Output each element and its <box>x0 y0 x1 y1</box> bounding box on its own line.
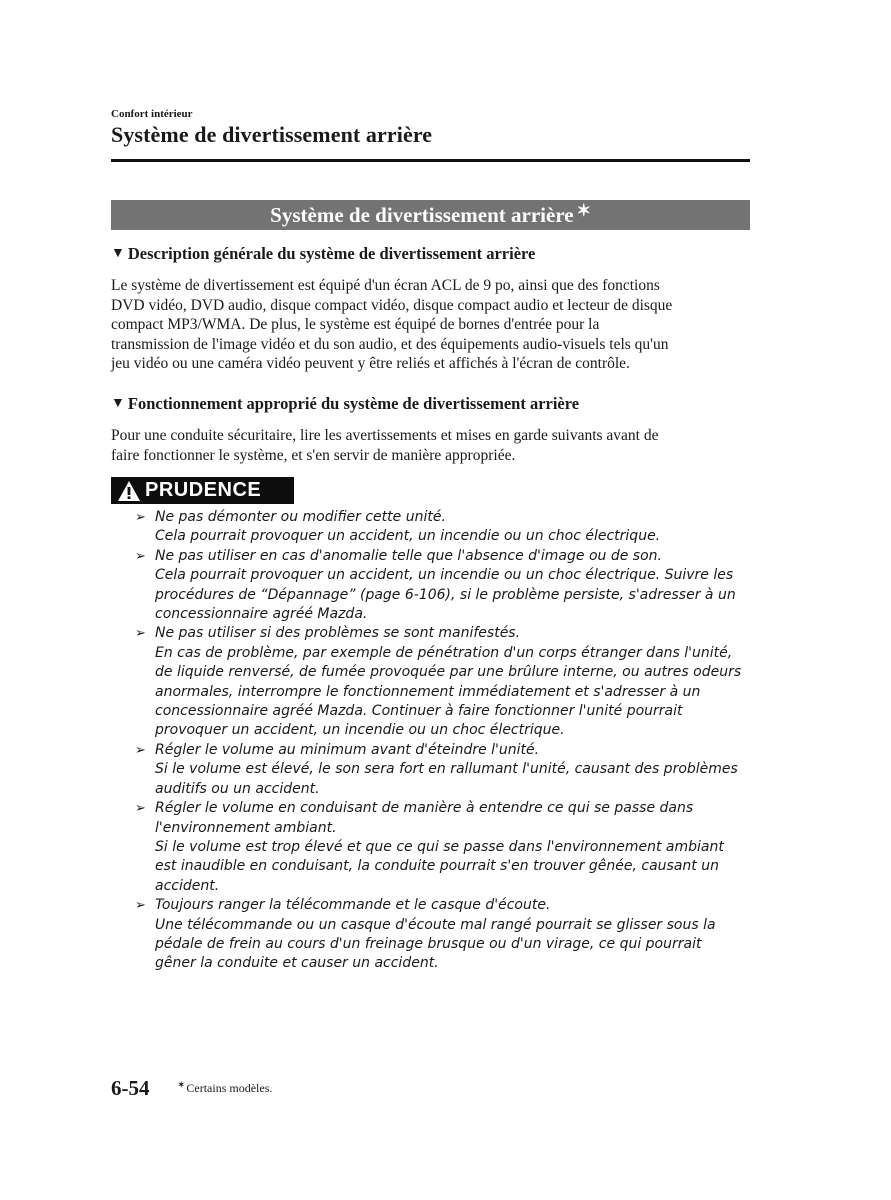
caution-line: l'environnement ambiant. <box>155 819 337 836</box>
page-title: Système de divertissement arrière <box>111 122 433 147</box>
caution-item <box>135 741 755 799</box>
caution-line: anormales, interrompre le fonctionnement immédiatement et s'adresser à un <box>155 683 701 700</box>
caution-line: est inaudible en conduisant, la conduite pourrait s'en trouver gênée, causant un <box>155 858 719 875</box>
caution-line: Si le volume est élevé, le son sera fort en rallumant l'unité, causant des problèmes <box>155 761 738 778</box>
arrow-bullet-icon: ➢ <box>135 898 146 914</box>
caution-line: Régler le volume en conduisant de manière à entendre ce qui se passe dans <box>155 800 694 817</box>
caution-item <box>135 547 755 625</box>
paragraph-line: faire fonctionner le système, et s'en servir de manière appropriée. <box>111 446 516 464</box>
caution-line: Toujours ranger la télécommande et le casque d'écoute. <box>155 897 551 914</box>
triangle-down-icon: ▼ <box>111 396 125 411</box>
optional-equipment-marker: ✶ <box>576 201 591 220</box>
caution-line: Ne pas utiliser en cas d'anomalie telle que l'absence d'image ou de son. <box>155 547 662 564</box>
caution-line: Ne pas utiliser si des problèmes se sont manifestés. <box>155 625 521 642</box>
arrow-bullet-icon: ➢ <box>135 510 146 525</box>
caution-label-text: PRUDENCE <box>145 479 262 501</box>
caution-line: Ne pas démonter ou modifier cette unité. <box>155 509 446 525</box>
caution-line: pédale de frein au cours d'un freinage brusque ou d'un virage, ce qui pourrait <box>155 935 702 952</box>
section-banner-title: Système de divertissement arrière <box>270 202 574 227</box>
caution-line: En cas de problème, par exemple de pénétration d'un corps étranger dans l'unité, <box>155 644 733 661</box>
caution-line: procédures de “Dépannage” (page 6-106), si le problème persiste, s'adresser à un <box>155 586 736 603</box>
paragraph-line: Pour une conduite sécuritaire, lire les avertissements et mises en garde suivants avant de <box>111 427 659 444</box>
caution-item <box>135 624 755 740</box>
caution-line: gêner la conduite et causer un accident. <box>155 955 439 972</box>
paragraph-line: jeu vidéo ou une caméra vidéo peuvent y être reliés et affichés à l'écran de contrôle. <box>111 355 630 372</box>
arrow-bullet-icon: ➢ <box>135 548 146 564</box>
section-banner <box>111 200 750 230</box>
caution-item <box>135 896 755 974</box>
subsection-heading-description <box>111 244 535 264</box>
caution-line: Cela pourrait provoquer un accident, un incendie ou un choc électrique. <box>155 528 661 545</box>
arrow-bullet-icon: ➢ <box>135 742 146 758</box>
description-paragraph <box>111 276 751 374</box>
caution-line: auditifs ou un accident. <box>155 780 320 797</box>
paragraph-line: Le système de divertissement est équipé d'un écran ACL de 9 po, ainsi que des fonctions <box>111 277 660 294</box>
caution-line: Cela pourrait provoquer un accident, un incendie ou un choc électrique. Suivre les <box>155 567 734 584</box>
caution-label <box>111 477 294 504</box>
caution-line: accident. <box>155 877 220 894</box>
caution-item <box>135 508 755 547</box>
paragraph-line: transmission de l'image vidéo et du son audio, et des équipements audio-visuels tels qu'un <box>111 335 669 353</box>
paragraph-line: compact MP3/WMA. De plus, le système est équipé de bornes d'entrée pour la <box>111 316 600 333</box>
page-number: 6-54 <box>111 1076 150 1100</box>
arrow-bullet-icon: ➢ <box>135 801 146 817</box>
subsection-heading-text: Description générale du système de divertissement arrière <box>127 244 536 263</box>
operation-paragraph <box>111 426 751 465</box>
caution-line: Une télécommande ou un casque d'écoute mal rangé pourrait se glisser sous la <box>155 916 716 933</box>
caution-line: provoquer un accident, un incendie ou un choc électrique. <box>155 722 565 739</box>
arrow-bullet-icon: ➢ <box>135 626 146 642</box>
footnote-marker: ✶ <box>177 1080 186 1091</box>
triangle-down-icon: ▼ <box>111 246 125 261</box>
paragraph-line: DVD vidéo, DVD audio, disque compact vidéo, disque compact audio et lecteur de disque <box>111 296 673 314</box>
warning-icon <box>117 480 141 502</box>
caution-line: concessionnaire agréé Mazda. Continuer à faire fonctionner l'unité pourrait <box>155 703 683 720</box>
caution-line: concessionnaire agréé Mazda. <box>155 606 368 623</box>
caution-line: de liquide renversé, de fumée provoquée par une brûlure interne, ou autres odeurs <box>155 664 742 681</box>
footnote <box>177 1081 272 1096</box>
caution-item <box>135 799 755 896</box>
caution-list <box>135 508 755 974</box>
header-divider <box>111 159 750 162</box>
caution-line: Si le volume est trop élevé et que ce qui se passe dans l'environnement ambiant <box>155 838 724 855</box>
breadcrumb: Confort intérieur <box>111 108 193 120</box>
subsection-heading-operation <box>111 394 579 414</box>
footnote-text: Certains modèles. <box>186 1081 273 1095</box>
subsection-heading-text: Fonctionnement approprié du système de divertissement arrière <box>127 394 580 413</box>
caution-line: Régler le volume au minimum avant d'éteindre l'unité. <box>155 741 540 758</box>
